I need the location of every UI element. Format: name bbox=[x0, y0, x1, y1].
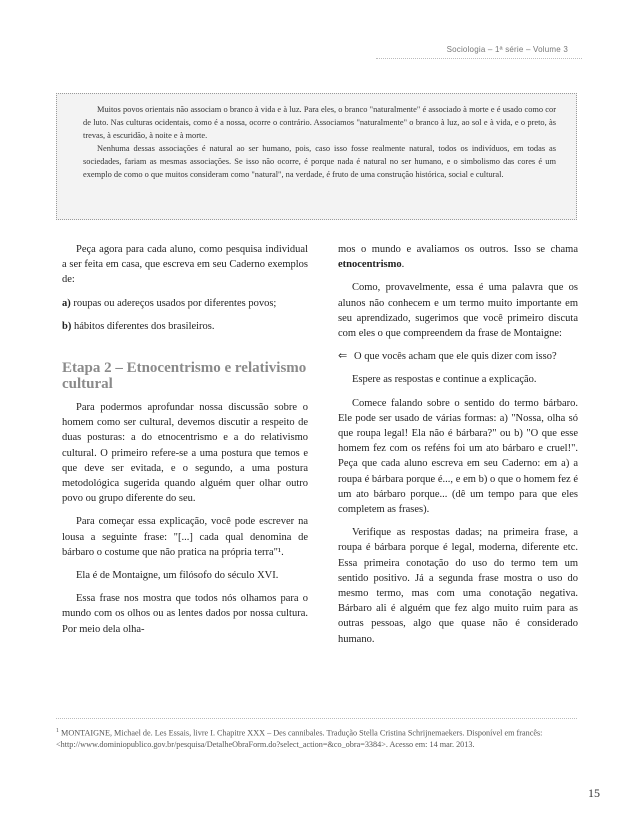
body-paragraph: Verifique as respostas dadas; na primeira frase, a roupa é bárbara porque é legal, moderna, diferente etc. Essa primeira conotação do uso do termo tem um sentido positivo. Já a segunda frase mostra o uso do mesmo termo, mas com uma conotação negativa. Bárbaro ali é alguém que fez algo muito ruim para as outras pessoas, algo que quase não é considerado humano. bbox=[338, 527, 578, 645]
list-item-text: hábitos diferentes dos brasileiros. bbox=[73, 320, 215, 332]
body-paragraph: Para começar essa explicação, você pode escrever na lousa a seguinte frase: "[...] cada qual denomina de bárbaro o costume que não pratica na própria terra"¹. bbox=[62, 516, 308, 558]
footnote-text: MONTAIGNE, Michael de. Les Essais, livre I. Chapitre XXX – Des cannibales. Tradução Stella Cristina Schrijnemaekers. Disponível em francês: <http://www.dominiopublico.gov.br/pesquisa/DetalheObraForm.do?select_action=&co_obra=3384>. Acesso em: 14 mar. 2013. bbox=[56, 728, 543, 749]
body-paragraph: Ela é de Montaigne, um filósofo do século XVI. bbox=[76, 570, 279, 582]
body-paragraph: mos o mundo e avaliamos os outros. Isso se chama etnocentrismo. bbox=[338, 244, 578, 271]
key-term: etnocentrismo bbox=[338, 259, 402, 271]
list-marker: b) bbox=[62, 320, 72, 332]
body-paragraph: Essa frase nos mostra que todos nós olhamos para o mundo com os olhos ou as lentes dados por nossa cultura. Por meio dela olha- bbox=[62, 593, 308, 635]
right-column bbox=[338, 242, 578, 647]
body-paragraph: Para podermos aprofundar nossa discussão sobre o homem como ser cultural, devemos discutir a respeito de duas posturas: a do etnocentrismo e a do relativismo cultural. O primeiro refere-se a uma postura que temos e que deve ser evitada, e o segundo, a uma postura metodológica sugerida quando alguém quer olhar outro povo ou grupo diferente do seu. bbox=[62, 402, 308, 505]
footnote-divider bbox=[56, 718, 577, 719]
list-item bbox=[62, 296, 308, 311]
list-marker: a) bbox=[62, 297, 71, 309]
section-title: Etapa 2 – Etnocentrismo e relativismo cultural bbox=[62, 360, 307, 393]
left-column bbox=[62, 242, 308, 637]
body-paragraph: Comece falando sobre o sentido do termo bárbaro. Ele pode ser usado de várias formas: a) "Nossa, olha só que roupa legal! Ela não é bárbara?" ou b) "O que esse homem fez com os reféns foi um ato bárbaro e cruel!". Peça que cada aluno escreva em seu Caderno: em a) a roupa é bárbara porque é..., e em b) o que o homem fez é um ato bárbaro porque... (dê um tempo para que eles completem as frases). bbox=[338, 397, 578, 516]
info-box-paragraph: Muitos povos orientais não associam o branco à vida e à luz. Para eles, o branco "naturalmente" é associado à morte e é usado como cor de luto. Nas culturas ocidentais, como é a nossa, ocorre o contrário. Associamos "naturalmente" o branco à luz, ao sol e à vida, e o preto, às trevas, à escuridão, à noite e à morte. bbox=[83, 105, 556, 140]
arrow-icon: ⇐ bbox=[338, 350, 348, 363]
body-paragraph: Como, provavelmente, essa é uma palavra que os alunos não conhecem e um termo muito importante em seu aprendizado, sugerimos que você primeiro discuta com eles o que compreendem da frase de Montaigne: bbox=[338, 282, 578, 340]
footnote-marker: 1 bbox=[56, 728, 59, 734]
list-item bbox=[62, 319, 308, 334]
info-box-paragraph: Nenhuma dessas associações é natural ao ser humano, pois, caso isso fosse realmente natural, todos os indivíduos, em todas as sociedades, fariam as mesmas associações. Se isso não ocorre, é porque nada é natural no ser humano, e o simbolismo das cores é um exemplo de como o que muitos consideram como "natural", na verdade, é fruto de uma construção histórica, social e cultural. bbox=[83, 144, 556, 179]
list-item-text: roupas ou adereços usados por diferentes povos; bbox=[73, 297, 277, 309]
footnote bbox=[56, 726, 577, 750]
question-bullet bbox=[338, 349, 578, 364]
header-divider bbox=[376, 58, 582, 59]
page-number: 15 bbox=[588, 786, 600, 800]
info-box bbox=[56, 93, 577, 220]
body-paragraph: Espere as respostas e continue a explicação. bbox=[352, 374, 537, 386]
intro-paragraph: Peça agora para cada aluno, como pesquisa individual a ser feita em casa, que escreva em seu Caderno exemplos de: bbox=[62, 244, 308, 286]
bullet-text: O que vocês acham que ele quis dizer com isso? bbox=[354, 351, 557, 363]
running-header: Sociologia – 1ª série – Volume 3 bbox=[446, 45, 568, 54]
